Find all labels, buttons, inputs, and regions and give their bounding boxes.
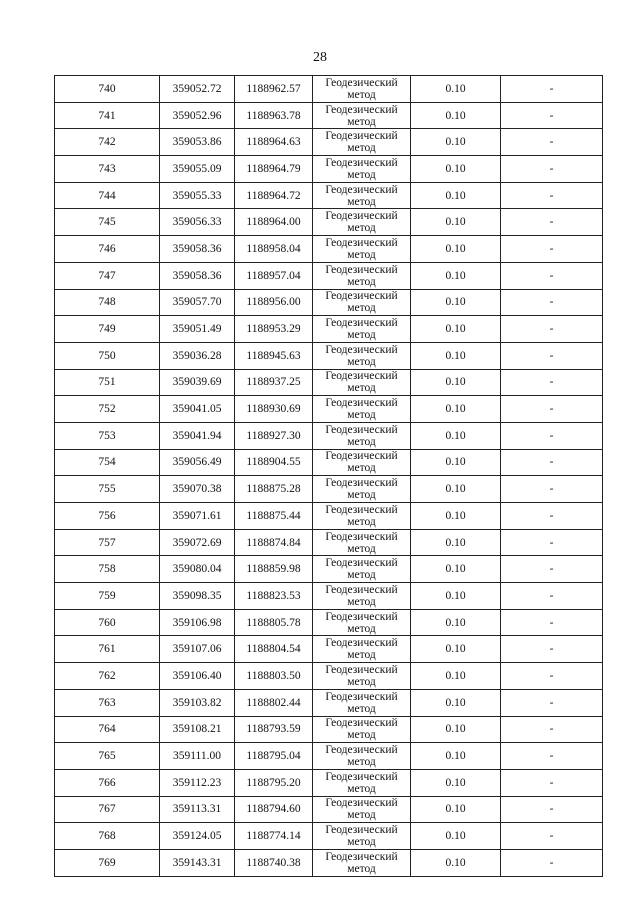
x-coordinate-cell: 359055.09 (160, 156, 235, 183)
note-cell: - (501, 636, 603, 663)
accuracy-cell: 0.10 (411, 449, 501, 476)
point-number-cell: 759 (55, 583, 160, 610)
x-coordinate-cell: 359113.31 (160, 796, 235, 823)
note-cell: - (501, 849, 603, 876)
accuracy-cell: 0.10 (411, 636, 501, 663)
table-row (55, 76, 603, 103)
table-row (55, 663, 603, 690)
y-coordinate-cell: 1188795.20 (235, 769, 313, 796)
table-row (55, 769, 603, 796)
note-cell: - (501, 503, 603, 530)
point-number-cell: 756 (55, 503, 160, 530)
point-number-cell: 748 (55, 289, 160, 316)
x-coordinate-cell: 359111.00 (160, 743, 235, 770)
accuracy-cell: 0.10 (411, 102, 501, 129)
table-row (55, 262, 603, 289)
x-coordinate-cell: 359112.23 (160, 769, 235, 796)
y-coordinate-cell: 1188964.72 (235, 182, 313, 209)
note-cell: - (501, 369, 603, 396)
accuracy-cell: 0.10 (411, 129, 501, 156)
point-number-cell: 760 (55, 609, 160, 636)
point-number-cell: 742 (55, 129, 160, 156)
note-cell: - (501, 289, 603, 316)
y-coordinate-cell: 1188859.98 (235, 556, 313, 583)
note-cell: - (501, 262, 603, 289)
table-row (55, 476, 603, 503)
accuracy-cell: 0.10 (411, 556, 501, 583)
y-coordinate-cell: 1188930.69 (235, 396, 313, 423)
accuracy-cell: 0.10 (411, 422, 501, 449)
note-cell: - (501, 209, 603, 236)
x-coordinate-cell: 359106.98 (160, 609, 235, 636)
method-cell: Геодезический метод (313, 476, 411, 503)
accuracy-cell: 0.10 (411, 529, 501, 556)
y-coordinate-cell: 1188964.63 (235, 129, 313, 156)
y-coordinate-cell: 1188875.44 (235, 503, 313, 530)
accuracy-cell: 0.10 (411, 236, 501, 263)
table-row (55, 129, 603, 156)
table-row (55, 396, 603, 423)
method-cell: Геодезический метод (313, 236, 411, 263)
point-number-cell: 762 (55, 663, 160, 690)
table-row (55, 689, 603, 716)
table-row (55, 369, 603, 396)
accuracy-cell: 0.10 (411, 503, 501, 530)
note-cell: - (501, 609, 603, 636)
y-coordinate-cell: 1188957.04 (235, 262, 313, 289)
x-coordinate-cell: 359052.96 (160, 102, 235, 129)
point-number-cell: 766 (55, 769, 160, 796)
method-cell: Геодезический метод (313, 823, 411, 850)
point-number-cell: 751 (55, 369, 160, 396)
note-cell: - (501, 342, 603, 369)
method-cell: Геодезический метод (313, 76, 411, 103)
point-number-cell: 741 (55, 102, 160, 129)
y-coordinate-cell: 1188904.55 (235, 449, 313, 476)
x-coordinate-cell: 359070.38 (160, 476, 235, 503)
accuracy-cell: 0.10 (411, 396, 501, 423)
note-cell: - (501, 76, 603, 103)
method-cell: Геодезический метод (313, 503, 411, 530)
note-cell: - (501, 316, 603, 343)
method-cell: Геодезический метод (313, 262, 411, 289)
point-number-cell: 746 (55, 236, 160, 263)
point-number-cell: 750 (55, 342, 160, 369)
accuracy-cell: 0.10 (411, 849, 501, 876)
x-coordinate-cell: 359056.33 (160, 209, 235, 236)
method-cell: Геодезический метод (313, 796, 411, 823)
y-coordinate-cell: 1188963.78 (235, 102, 313, 129)
y-coordinate-cell: 1188964.79 (235, 156, 313, 183)
y-coordinate-cell: 1188804.54 (235, 636, 313, 663)
page-number: 28 (313, 50, 327, 65)
x-coordinate-cell: 359106.40 (160, 663, 235, 690)
accuracy-cell: 0.10 (411, 609, 501, 636)
y-coordinate-cell: 1188794.60 (235, 796, 313, 823)
note-cell: - (501, 476, 603, 503)
point-number-cell: 749 (55, 316, 160, 343)
x-coordinate-cell: 359058.36 (160, 262, 235, 289)
y-coordinate-cell: 1188875.28 (235, 476, 313, 503)
point-number-cell: 761 (55, 636, 160, 663)
note-cell: - (501, 689, 603, 716)
method-cell: Геодезический метод (313, 342, 411, 369)
note-cell: - (501, 129, 603, 156)
table-body (55, 76, 603, 877)
table-row (55, 849, 603, 876)
table-row (55, 716, 603, 743)
table-row (55, 422, 603, 449)
point-number-cell: 754 (55, 449, 160, 476)
table-row (55, 583, 603, 610)
accuracy-cell: 0.10 (411, 289, 501, 316)
table-row (55, 529, 603, 556)
accuracy-cell: 0.10 (411, 689, 501, 716)
method-cell: Геодезический метод (313, 182, 411, 209)
table-row (55, 156, 603, 183)
method-cell: Геодезический метод (313, 663, 411, 690)
note-cell: - (501, 102, 603, 129)
x-coordinate-cell: 359071.61 (160, 503, 235, 530)
y-coordinate-cell: 1188956.00 (235, 289, 313, 316)
accuracy-cell: 0.10 (411, 76, 501, 103)
method-cell: Геодезический метод (313, 369, 411, 396)
x-coordinate-cell: 359108.21 (160, 716, 235, 743)
method-cell: Геодезический метод (313, 583, 411, 610)
point-number-cell: 764 (55, 716, 160, 743)
table-row (55, 182, 603, 209)
accuracy-cell: 0.10 (411, 369, 501, 396)
table-row (55, 289, 603, 316)
y-coordinate-cell: 1188937.25 (235, 369, 313, 396)
x-coordinate-cell: 359051.49 (160, 316, 235, 343)
y-coordinate-cell: 1188964.00 (235, 209, 313, 236)
accuracy-cell: 0.10 (411, 663, 501, 690)
point-number-cell: 758 (55, 556, 160, 583)
method-cell: Геодезический метод (313, 289, 411, 316)
method-cell: Геодезический метод (313, 743, 411, 770)
x-coordinate-cell: 359107.06 (160, 636, 235, 663)
accuracy-cell: 0.10 (411, 156, 501, 183)
note-cell: - (501, 743, 603, 770)
method-cell: Геодезический метод (313, 769, 411, 796)
table-row (55, 609, 603, 636)
y-coordinate-cell: 1188802.44 (235, 689, 313, 716)
method-cell: Геодезический метод (313, 102, 411, 129)
method-cell: Геодезический метод (313, 556, 411, 583)
point-number-cell: 765 (55, 743, 160, 770)
method-cell: Геодезический метод (313, 209, 411, 236)
note-cell: - (501, 422, 603, 449)
x-coordinate-cell: 359041.05 (160, 396, 235, 423)
y-coordinate-cell: 1188774.14 (235, 823, 313, 850)
point-number-cell: 753 (55, 422, 160, 449)
method-cell: Геодезический метод (313, 316, 411, 343)
x-coordinate-cell: 359098.35 (160, 583, 235, 610)
x-coordinate-cell: 359143.31 (160, 849, 235, 876)
point-number-cell: 763 (55, 689, 160, 716)
table-row (55, 503, 603, 530)
y-coordinate-cell: 1188953.29 (235, 316, 313, 343)
table-row (55, 636, 603, 663)
y-coordinate-cell: 1188803.50 (235, 663, 313, 690)
method-cell: Геодезический метод (313, 849, 411, 876)
x-coordinate-cell: 359124.05 (160, 823, 235, 850)
method-cell: Геодезический метод (313, 156, 411, 183)
method-cell: Геодезический метод (313, 449, 411, 476)
method-cell: Геодезический метод (313, 689, 411, 716)
accuracy-cell: 0.10 (411, 182, 501, 209)
note-cell: - (501, 396, 603, 423)
method-cell: Геодезический метод (313, 129, 411, 156)
method-cell: Геодезический метод (313, 396, 411, 423)
x-coordinate-cell: 359058.36 (160, 236, 235, 263)
x-coordinate-cell: 359057.70 (160, 289, 235, 316)
note-cell: - (501, 529, 603, 556)
table-row (55, 209, 603, 236)
x-coordinate-cell: 359072.69 (160, 529, 235, 556)
accuracy-cell: 0.10 (411, 476, 501, 503)
table-row (55, 449, 603, 476)
y-coordinate-cell: 1188874.84 (235, 529, 313, 556)
accuracy-cell: 0.10 (411, 823, 501, 850)
note-cell: - (501, 663, 603, 690)
y-coordinate-cell: 1188740.38 (235, 849, 313, 876)
point-number-cell: 755 (55, 476, 160, 503)
accuracy-cell: 0.10 (411, 209, 501, 236)
point-number-cell: 745 (55, 209, 160, 236)
method-cell: Геодезический метод (313, 609, 411, 636)
note-cell: - (501, 823, 603, 850)
point-number-cell: 743 (55, 156, 160, 183)
method-cell: Геодезический метод (313, 716, 411, 743)
table-row (55, 236, 603, 263)
point-number-cell: 767 (55, 796, 160, 823)
table-row (55, 743, 603, 770)
accuracy-cell: 0.10 (411, 342, 501, 369)
table-row (55, 102, 603, 129)
note-cell: - (501, 556, 603, 583)
x-coordinate-cell: 359041.94 (160, 422, 235, 449)
point-number-cell: 752 (55, 396, 160, 423)
accuracy-cell: 0.10 (411, 316, 501, 343)
y-coordinate-cell: 1188805.78 (235, 609, 313, 636)
x-coordinate-cell: 359039.69 (160, 369, 235, 396)
x-coordinate-cell: 359080.04 (160, 556, 235, 583)
note-cell: - (501, 236, 603, 263)
y-coordinate-cell: 1188795.04 (235, 743, 313, 770)
coordinates-table (54, 75, 603, 877)
point-number-cell: 769 (55, 849, 160, 876)
y-coordinate-cell: 1188927.30 (235, 422, 313, 449)
table-row (55, 316, 603, 343)
note-cell: - (501, 182, 603, 209)
method-cell: Геодезический метод (313, 636, 411, 663)
note-cell: - (501, 796, 603, 823)
note-cell: - (501, 156, 603, 183)
table-row (55, 556, 603, 583)
table-row (55, 823, 603, 850)
point-number-cell: 744 (55, 182, 160, 209)
accuracy-cell: 0.10 (411, 716, 501, 743)
y-coordinate-cell: 1188958.04 (235, 236, 313, 263)
note-cell: - (501, 769, 603, 796)
table-row (55, 796, 603, 823)
x-coordinate-cell: 359053.86 (160, 129, 235, 156)
accuracy-cell: 0.10 (411, 743, 501, 770)
y-coordinate-cell: 1188945.63 (235, 342, 313, 369)
x-coordinate-cell: 359052.72 (160, 76, 235, 103)
accuracy-cell: 0.10 (411, 769, 501, 796)
note-cell: - (501, 449, 603, 476)
y-coordinate-cell: 1188962.57 (235, 76, 313, 103)
point-number-cell: 768 (55, 823, 160, 850)
table-row (55, 342, 603, 369)
x-coordinate-cell: 359036.28 (160, 342, 235, 369)
x-coordinate-cell: 359055.33 (160, 182, 235, 209)
note-cell: - (501, 716, 603, 743)
method-cell: Геодезический метод (313, 529, 411, 556)
point-number-cell: 747 (55, 262, 160, 289)
x-coordinate-cell: 359056.49 (160, 449, 235, 476)
x-coordinate-cell: 359103.82 (160, 689, 235, 716)
point-number-cell: 740 (55, 76, 160, 103)
accuracy-cell: 0.10 (411, 262, 501, 289)
y-coordinate-cell: 1188793.59 (235, 716, 313, 743)
note-cell: - (501, 583, 603, 610)
accuracy-cell: 0.10 (411, 583, 501, 610)
method-cell: Геодезический метод (313, 422, 411, 449)
y-coordinate-cell: 1188823.53 (235, 583, 313, 610)
point-number-cell: 757 (55, 529, 160, 556)
accuracy-cell: 0.10 (411, 796, 501, 823)
